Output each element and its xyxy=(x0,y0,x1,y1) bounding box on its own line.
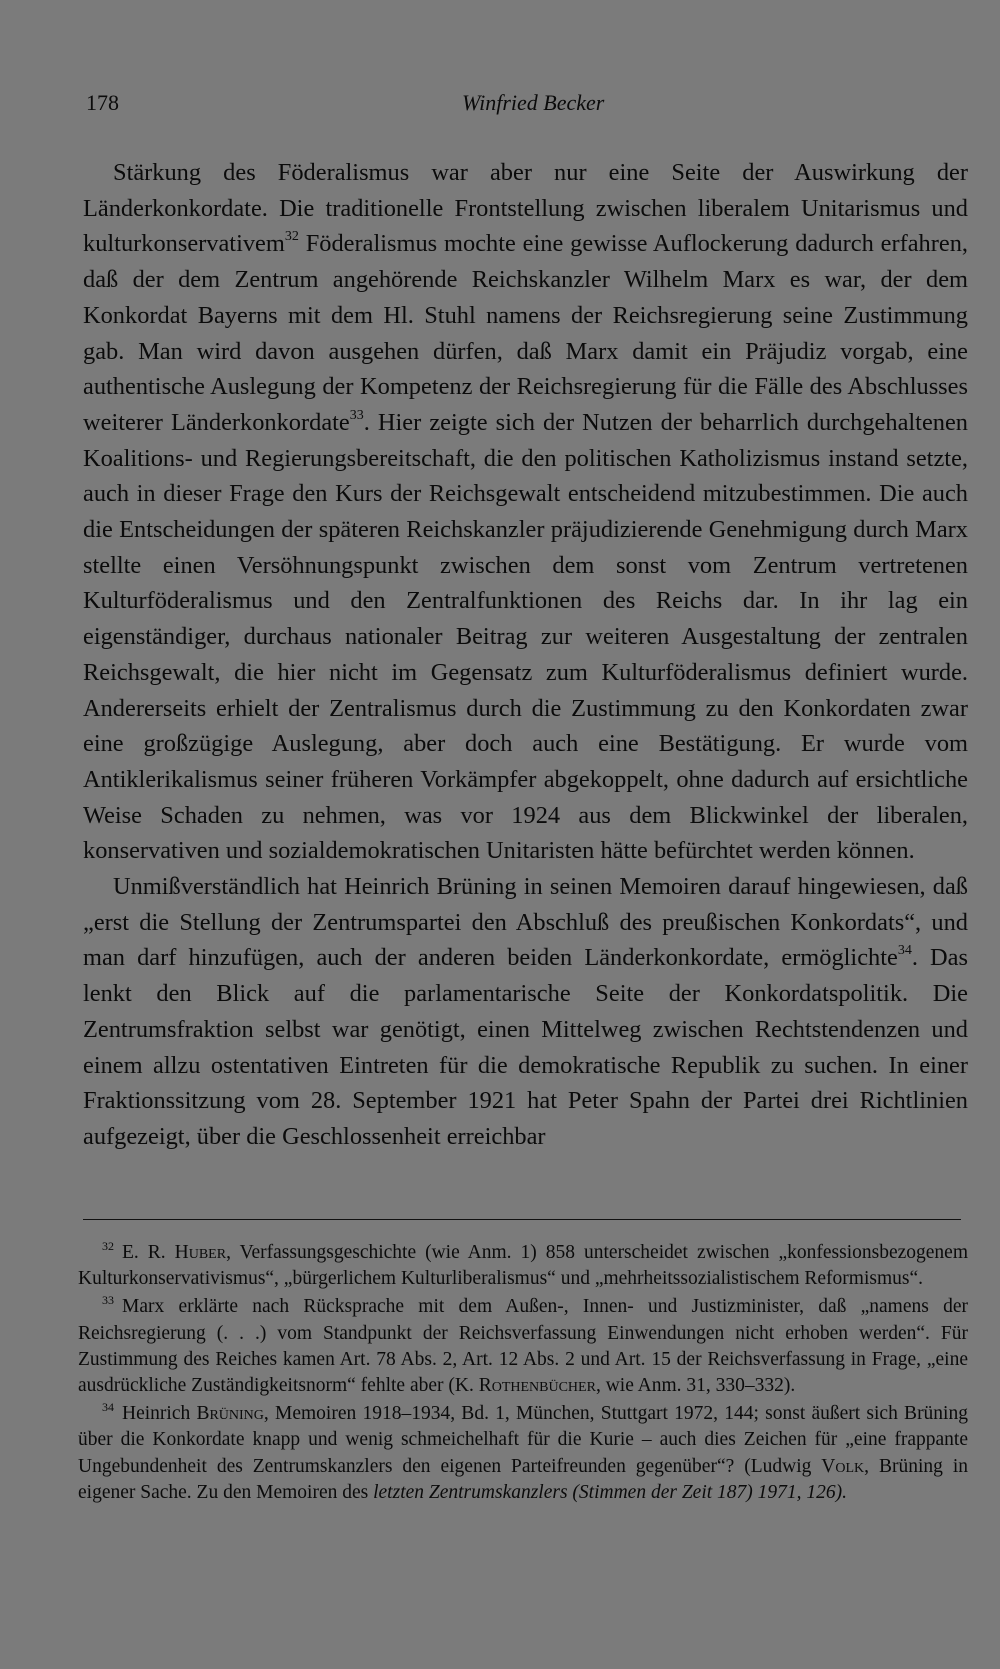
footnote-text: , Brüning in eigener Sache. Zu den Memoiren des xyxy=(78,1455,968,1503)
paragraph-2-text-b: . Das lenkt den Blick auf die parlamentarische Seite der Konkordatspolitik. Die Zentrumsfraktion selbst war genötigt, einen Mittelweg zwischen Rechtstendenzen und einem allzu ostentativen Eintreten für die demokratische Republik zu suchen. In einer Fraktionssitzung vom 28. September 1921 hat Peter Spahn der Partei drei Richtlinien aufgezeigt, über die Geschlossenheit erreichbar xyxy=(83,944,968,1150)
footnote-author: Volk xyxy=(821,1455,865,1477)
paragraph-2-text-a: Unmißverständlich hat Heinrich Brüning in seinen Memoiren darauf hingewiesen, daß „erst die Stellung der Zentrumspartei den Abschluß des preußischen Konkordats“, und man darf hinzufügen, auch der anderen beiden Länderkonkordate, ermöglichte xyxy=(83,873,968,972)
footnote-author: Huber xyxy=(174,1242,227,1263)
footnote-ref-34: 34 xyxy=(897,943,912,959)
page-number: 178 xyxy=(86,90,119,115)
footnote-number: 34 xyxy=(102,1400,114,1415)
paragraph-1-text-c: . Hier zeigte sich der Nutzen der beharrlich durchgehaltenen Koalitions- und Regierungsbereitschaft, die den politischen Katholizismus instand setzte, auch in dieser Frage den Kurs der Reichsgewalt entscheidend mitzubestimmen. Die auch die Entscheidungen der späteren Reichskanzler präjudizierende Genehmigung durch Marx stellte einen Versöhnungspunkt zwischen dem sonst vom Zentrum vertretenen Kulturföderalismus und den Zentralfunktionen des Reichs dar. In ihr lag ein eigenständiger, durchaus nationaler Beitrag zur weiteren Ausgestaltung der zentralen Reichsgewalt, die hier nicht im Gegensatz zum Kulturföderalismus definiert wurde. Andererseits erhielt der Zentralismus durch die Zustimmung zu den Konkordaten zwar eine großzügige Auslegung, aber doch auch eine Bestätigung. Er wurde vom Antiklerikalismus seiner früheren Vorkämpfer abgekoppelt, ohne dadurch auf ersichtliche Weise Schaden zu nehmen, was vor 1924 aus dem Blickwinkel der liberalen, konservativen und sozialdemokratischen Unitaristen hätte befürchtet werden können. xyxy=(83,408,968,865)
footnotes xyxy=(78,1240,968,1508)
footnote-number: 33 xyxy=(102,1293,114,1308)
footnote-text: E. R. xyxy=(122,1242,175,1263)
paragraph-1-text-b: Föderalismus mochte eine gewisse Auflockerung dadurch erfahren, daß der dem Zentrum angehörende Reichskanzler Wilhelm Marx es war, der dem Konkordat Bayerns mit dem Hl. Stuhl namens der Reichsregierung seine Zustimmung gab. Man wird davon ausgehen dürfen, daß Marx damit ein Präjudiz vorgab, eine authentische Auslegung der Kompetenz der Reichsregierung für die Fälle des Abschlusses weiterer Länderkonkordate xyxy=(83,230,968,436)
footnote-ref-32: 32 xyxy=(284,229,299,245)
footnote-32 xyxy=(78,1240,968,1292)
footnote-number: 32 xyxy=(102,1239,114,1253)
footnote-divider xyxy=(83,1219,961,1220)
footnote-33 xyxy=(78,1294,968,1399)
running-head: Winfried Becker xyxy=(462,90,605,115)
paragraph-1 xyxy=(83,155,968,869)
footnote-ref-33: 33 xyxy=(349,407,364,423)
footnote-text: , Memoiren 1918–1934, Bd. 1, München, Stuttgart 1972, 144; sonst äußert sich Brüning über die Konkordate knapp und wenig schmeichelhaft für die Kurie – auch dies Zeichen für „eine frappante Ungebundenheit des Zentrumskanzlers den eigenen Parteifreunden gegenüber“? (Ludwig xyxy=(78,1403,968,1477)
footnote-34 xyxy=(78,1401,968,1506)
paragraph-2 xyxy=(83,869,968,1155)
footnote-text: , wie Anm. 31, 330–332). xyxy=(595,1375,796,1397)
footnote-text: Heinrich xyxy=(122,1403,197,1425)
footnote-text: Marx erklärte nach Rücksprache mit dem Außen-, Innen- und Justizminister, daß „namens der Reichsregierung (. . .) vom Standpunkt der Reichsverfassung Einwendungen nicht erhoben werden“. Für Zustimmung des Reiches kamen Art. 78 Abs. 2, Art. 12 Abs. 2 und Art. 15 der Reichsverfassung in Frage, „eine ausdrückliche Zuständigkeitsnorm“ fehlte aber (K. xyxy=(78,1296,968,1397)
paragraph-1-text-a: Stärkung des Föderalismus war aber nur eine Seite der Auswirkung der Länderkonkordate. Die traditionelle Frontstellung zwischen liberalem Unitarismus und kulturkonservativem xyxy=(83,159,968,258)
footnote-text: , Verfassungsgeschichte (wie Anm. 1) 858 unterscheidet zwischen „konfessionsbezogenem Kulturkonservativismus“, „bürgerlichem Kulturliberalismus“ und „mehrheitssozialistischem Reformismus“. xyxy=(78,1242,969,1290)
body-text xyxy=(83,155,968,1155)
footnote-italic-text: letzten Zentrumskanzlers (Stimmen der Zeit 187) 1971, 126). xyxy=(373,1481,848,1503)
footnote-author: Rothenbücher xyxy=(478,1375,596,1397)
footnote-author: Brüning xyxy=(196,1403,264,1425)
